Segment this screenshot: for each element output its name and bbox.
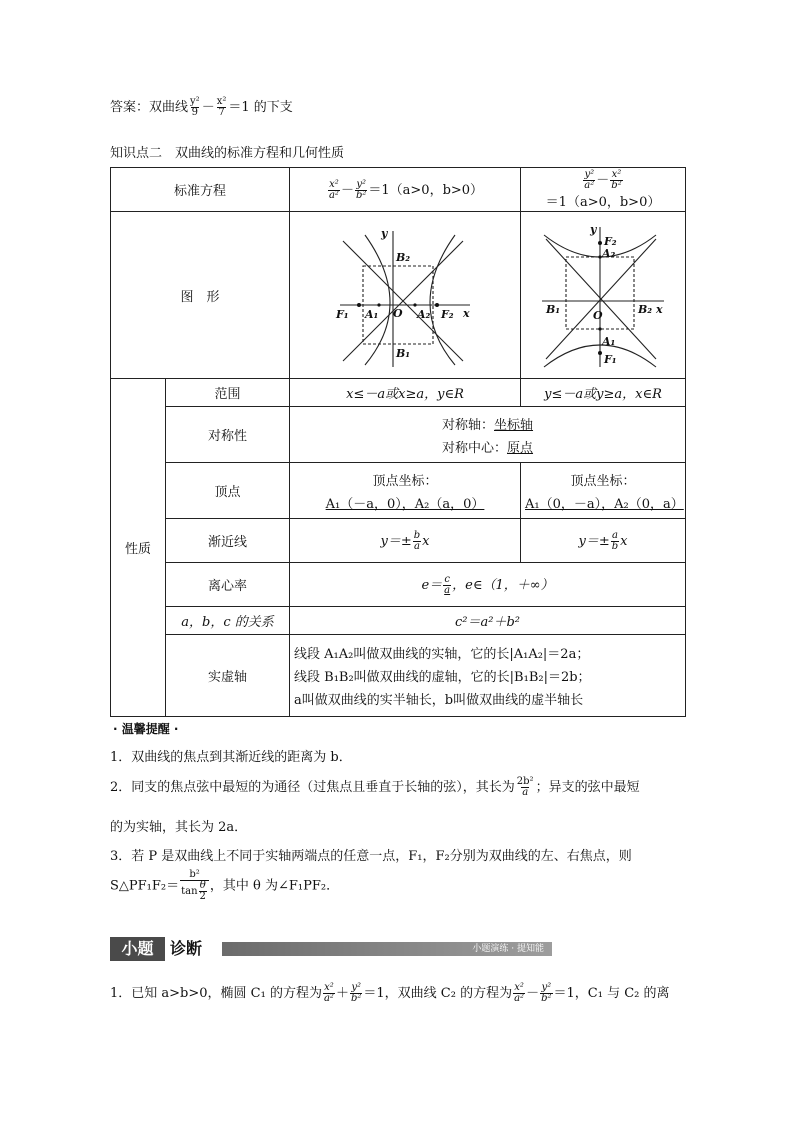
fig1-a2-label: A₂ bbox=[417, 308, 431, 321]
banner-bar: 小题演练 · 提知能 bbox=[222, 942, 552, 956]
question-1: 1．已知 a>b>0，椭圆 C₁ 的方程为 $\frac{\text{x²}}{\text{a²}}$ ＋ $\frac{\text{y²}}{\text{b²}}$ ＝1，双曲线 C₂ 的方程为 $\frac{\text{x²}}{\text{a²}}$ － $\frac{\text{y²}}{\text{b²}}$ ＝1，C₁ 与 C₂ 的离 bbox=[110, 982, 670, 1004]
fig2-f2-label: F₂ bbox=[604, 235, 617, 248]
fig2-o-label: O bbox=[593, 309, 603, 322]
figure-2-cell bbox=[521, 212, 686, 379]
vertex-1: 顶点坐标： A₁（－a，0），A₂（a，0） bbox=[290, 463, 521, 519]
tip-3-line2: S△PF₁F₂＝ b² tan $\frac{\theta}{2}$ ，其中 θ 为∠F₁PF₂． bbox=[110, 869, 340, 902]
axis-line-1: 线段 A₁A₂叫做双曲线的实轴，它的长|A₁A₂|＝2a； bbox=[294, 647, 590, 662]
section-banner bbox=[110, 937, 558, 961]
props-label: 性质 bbox=[111, 379, 166, 717]
range-2: y≤－a或y≥a，x∈R bbox=[521, 379, 686, 407]
range-label: 范围 bbox=[166, 379, 290, 407]
std-eq-2: $\frac{\text{y²}}{\text{a²}}$ － $\frac{\text{x²}}{\text{b²}}$ ＝1（a>0，b>0） bbox=[521, 168, 686, 212]
tip-2: 2．同支的焦点弦中最短的为通径（过焦点且垂直于长轴的弦），其长为 $\frac{\text{2b²}}{a}$ ；异支的弦中最短 bbox=[110, 776, 640, 798]
abc-content: c²＝a²＋b² bbox=[290, 607, 686, 635]
axis-content bbox=[290, 635, 686, 717]
abc-label: a，b，c 的关系 bbox=[166, 607, 290, 635]
fig1-b2-label: B₂ bbox=[396, 251, 411, 264]
section-title: 知识点二 双曲线的标准方程和几何性质 bbox=[110, 146, 345, 161]
fig1-f2-label: F₂ bbox=[441, 308, 454, 321]
vertex-label: 顶点 bbox=[166, 463, 290, 519]
range-1: x≤－a或x≥a，y∈R bbox=[290, 379, 521, 407]
fig1-o-label: O bbox=[393, 307, 403, 320]
figure-label: 图 形 bbox=[111, 212, 290, 379]
std-eq-label: 标准方程 bbox=[111, 168, 290, 212]
fig2-a1-label: A₁ bbox=[602, 335, 616, 348]
axis-label: 实虚轴 bbox=[166, 635, 290, 717]
fig1-a1-label: A₁ bbox=[365, 308, 379, 321]
sym-content: 对称轴：坐标轴 对称中心：原点 bbox=[290, 407, 686, 463]
hyperbola-table bbox=[110, 167, 686, 717]
fig2-b1-label: B₁ bbox=[546, 303, 561, 316]
fig2-x-label: x bbox=[656, 303, 663, 316]
ecc-content: e＝ $\frac{c}{a}$ ，e∈（1，＋∞） bbox=[290, 563, 686, 607]
banner-tag-1: 小题 bbox=[110, 937, 165, 961]
axis-line-2: 线段 B₁B₂叫做双曲线的虚轴，它的长|B₁B₂|＝2b； bbox=[294, 670, 591, 685]
fig2-f1-label: F₁ bbox=[604, 353, 617, 366]
ecc-label: 离心率 bbox=[166, 563, 290, 607]
tip-3-line1: 3．若 P 是双曲线上不同于实轴两端点的任意一点，F₁，F₂分别为双曲线的左、右焦点，则 bbox=[110, 849, 632, 864]
hyperbola-figure-horizontal bbox=[335, 221, 475, 369]
std-eq-1: $\frac{\text{x²}}{\text{a²}}$ － $\frac{\text{y²}}{\text{b²}}$ ＝1（a>0，b>0） bbox=[290, 168, 521, 212]
axis-line-3: a叫做双曲线的实半轴长，b叫做双曲线的虚半轴长 bbox=[294, 693, 584, 708]
fig1-x-label: x bbox=[463, 307, 470, 320]
tip-1: 1．双曲线的焦点到其渐近线的距离为 b． bbox=[110, 750, 352, 765]
fig2-b2-label: B₂ bbox=[638, 303, 653, 316]
figure-1-cell bbox=[290, 212, 521, 379]
banner-tag-2: 诊断 bbox=[170, 939, 203, 958]
fig1-f1-label: F₁ bbox=[336, 308, 349, 321]
fig2-y-label: y bbox=[590, 223, 597, 236]
tips-title: · 温馨提醒 · bbox=[113, 722, 179, 736]
asym-label: 渐近线 bbox=[166, 519, 290, 563]
vertex-2: 顶点坐标： A₁（0，－a），A₂（0，a） bbox=[521, 463, 686, 519]
answer-line: 答案：双曲线 $\frac{\text{y²}}{9}$ － $\frac{\text{x²}}{7}$ ＝1 的下支 bbox=[110, 96, 293, 118]
fig1-b1-label: B₁ bbox=[396, 347, 411, 360]
fig1-y-label: y bbox=[381, 227, 388, 240]
sym-label: 对称性 bbox=[166, 407, 290, 463]
asym-2: y＝± $\frac{a}{b}$ x bbox=[521, 519, 686, 563]
tip-2-line2: 的为实轴，其长为 2a． bbox=[110, 820, 248, 835]
hyperbola-figure-vertical bbox=[538, 221, 668, 369]
fig2-a2-label: A₂ bbox=[602, 247, 616, 260]
asym-1: y＝± $\frac{b}{a}$ x bbox=[290, 519, 521, 563]
